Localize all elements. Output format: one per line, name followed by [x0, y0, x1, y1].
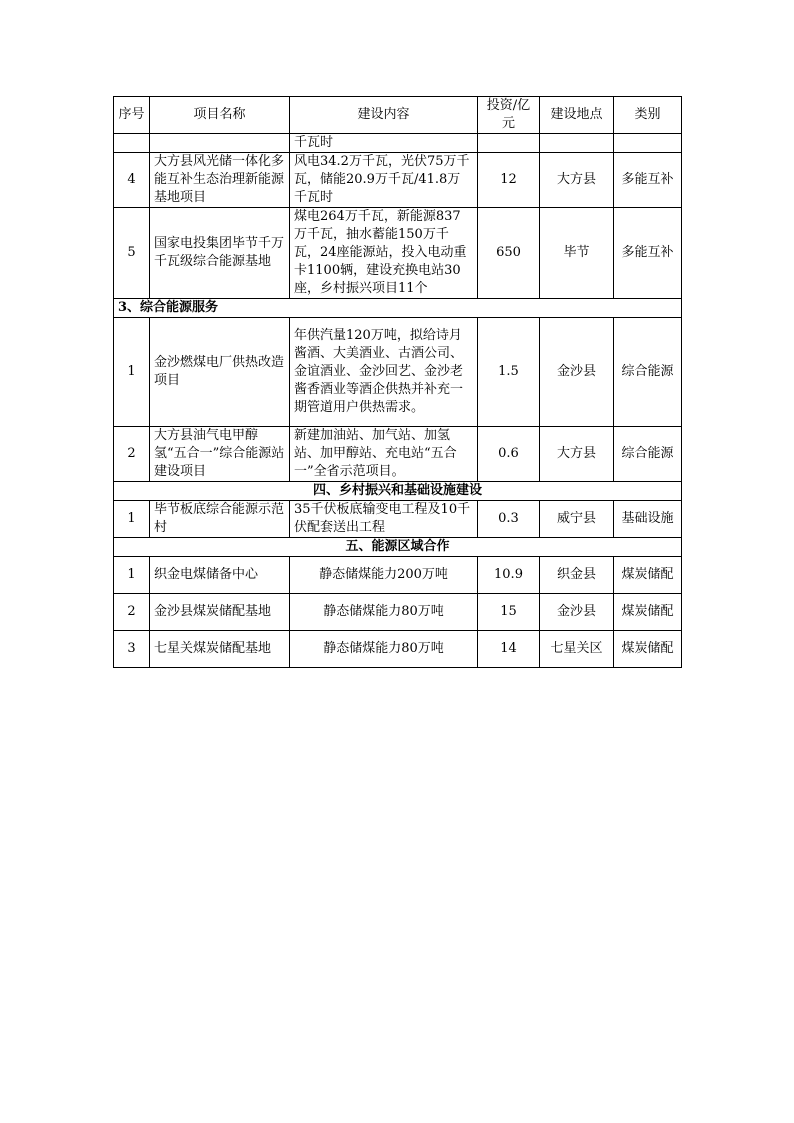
table-row: [114, 631, 682, 668]
cell-seq: 1: [114, 557, 150, 594]
cell-investment: 12: [478, 153, 540, 208]
cell-name: 大方县油气电甲醇氢“五合一”综合能源站建设项目: [150, 427, 290, 482]
cell-category: 多能互补: [614, 208, 682, 299]
cell-seq: 2: [114, 427, 150, 482]
table-row: [114, 501, 682, 538]
cell-name: 大方县风光储一体化多能互补生态治理新能源基地项目: [150, 153, 290, 208]
cell-investment: 15: [478, 594, 540, 631]
cell-location: 金沙县: [540, 318, 614, 427]
cell-seq: 5: [114, 208, 150, 299]
header-investment: 投资/亿元: [478, 97, 540, 134]
cell-content: 静态储煤能力80万吨: [290, 594, 478, 631]
cell-investment: 14: [478, 631, 540, 668]
section-title: 五、能源区域合作: [114, 538, 682, 557]
cell-content: 35千伏板底输变电工程及10千伏配套送出工程: [290, 501, 478, 538]
cell-investment: 10.9: [478, 557, 540, 594]
cell-name: 金沙县煤炭储配基地: [150, 594, 290, 631]
cell-name: 国家电投集团毕节千万千瓦级综合能源基地: [150, 208, 290, 299]
document-page: [113, 96, 681, 668]
cell-content: 年供汽量120万吨，拟给诗月酱酒、大美酒业、古酒公司、金谊酒业、金沙回艺、金沙老酱香酒业等酒企供热并补充一期管道用户供热需求。: [290, 318, 478, 427]
cell-content: 静态储煤能力200万吨: [290, 557, 478, 594]
cell-category: 煤炭储配: [614, 557, 682, 594]
cell-category: 基础设施: [614, 501, 682, 538]
cell-category: 煤炭储配: [614, 594, 682, 631]
section-row: [114, 538, 682, 557]
project-table: [113, 96, 682, 668]
section-title: 四、乡村振兴和基础设施建设: [114, 482, 682, 501]
cell-seq: 4: [114, 153, 150, 208]
cell-name: 织金电煤储备中心: [150, 557, 290, 594]
table-row: [114, 153, 682, 208]
cell-category: 综合能源: [614, 427, 682, 482]
cell-seq: 3: [114, 631, 150, 668]
cell-category: 多能互补: [614, 153, 682, 208]
cell-content: 新建加油站、加气站、加氢站、加甲醇站、充电站“五合一”全省示范项目。: [290, 427, 478, 482]
cell-investment: 1.5: [478, 318, 540, 427]
cell-location: 金沙县: [540, 594, 614, 631]
header-location: 建设地点: [540, 97, 614, 134]
cell-seq: 2: [114, 594, 150, 631]
cell-location: 织金县: [540, 557, 614, 594]
header-content: 建设内容: [290, 97, 478, 134]
cell-name: 毕节板底综合能源示范村: [150, 501, 290, 538]
cell-seq: 1: [114, 318, 150, 427]
cell-location: 大方县: [540, 153, 614, 208]
cell-location: 威宁县: [540, 501, 614, 538]
cell-location: 毕节: [540, 208, 614, 299]
cell-content: 风电34.2万千瓦，光伏75万千瓦，储能20.9万千瓦/41.8万千瓦时: [290, 153, 478, 208]
cell-name: 七星关煤炭储配基地: [150, 631, 290, 668]
cell-category: 煤炭储配: [614, 631, 682, 668]
cell-location: 七星关区: [540, 631, 614, 668]
header-category: 类别: [614, 97, 682, 134]
cell-location: 大方县: [540, 427, 614, 482]
table-row: [114, 134, 682, 153]
section-row: [114, 482, 682, 501]
cell-content: 煤电264万千瓦，新能源837万千瓦，抽水蓄能150万千瓦，24座能源站，投入电动重卡1100辆，建设充换电站30座，乡村振兴项目11个: [290, 208, 478, 299]
table-row: [114, 594, 682, 631]
table-header-row: [114, 97, 682, 134]
header-seq: 序号: [114, 97, 150, 134]
table-row: [114, 427, 682, 482]
cell-seq: 1: [114, 501, 150, 538]
header-name: 项目名称: [150, 97, 290, 134]
cell-content: 静态储煤能力80万吨: [290, 631, 478, 668]
cell-content: 千瓦时: [290, 134, 478, 153]
cell-investment: 650: [478, 208, 540, 299]
cell-investment: 0.3: [478, 501, 540, 538]
table-row: [114, 318, 682, 427]
section-title: 3、综合能源服务: [114, 299, 682, 318]
cell-investment: 0.6: [478, 427, 540, 482]
section-row: [114, 299, 682, 318]
cell-category: 综合能源: [614, 318, 682, 427]
table-row: [114, 557, 682, 594]
cell-name: 金沙燃煤电厂供热改造项目: [150, 318, 290, 427]
table-row: [114, 208, 682, 299]
